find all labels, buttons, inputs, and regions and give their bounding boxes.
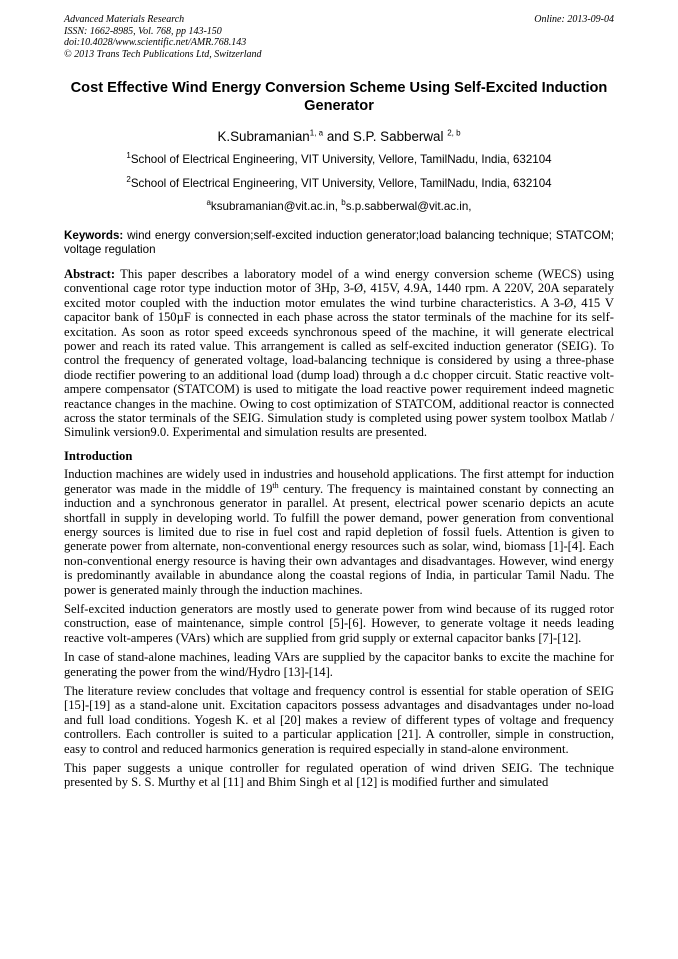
issn-line: ISSN: 1662-8985, Vol. 768, pp 143-150 [64,25,222,37]
author-2-name: S.P. Sabberwal [352,129,444,144]
email-b-marker: b [341,198,346,208]
abstract-label: Abstract: [64,267,116,281]
keywords [64,229,614,257]
journal-header [64,14,614,60]
keywords-label: Keywords: [64,229,124,242]
affiliation-2 [64,177,614,191]
intro-paragraph-3: In case of stand-alone machines, leading VArs are supplied by the capacitor banks to excite the machine for generating the power from the wind/Hydro [13]-[14]. [64,650,614,679]
author-connector: and [323,129,353,144]
intro-p1-superscript: th [272,480,279,490]
doi-line: doi:10.4028/www.scientific.net/AMR.768.143 [64,37,247,48]
author-line [64,129,614,145]
affiliation-1-text: School of Electrical Engineering, VIT University, Vellore, TamilNadu, India, 632104 [130,153,552,166]
affiliation-1-marker: 1 [126,151,131,161]
email-line [64,200,614,214]
intro-p1-part-b: century. The frequency is maintained constant by connecting an induction and a synchronous generator in parallel. At present, electrical power scenario depicts an acute shortfall in supply in developing world. To fulfill the power demand, power generation from conventional energy sources is limited due to rise in fuel cost and rapid depletion of fossil fuels. Attention is given to generate power from alternate, non-conventional energy resources such as solar, wind, biomass [1]-[4]. Each non-conventional energy resource is having their own advantages and disadvantages. However, wind energy is predominantly available in abundance along the coastal regions of India, in particular Tamil Nadu. The power is generated mainly through the induction machines. [64,481,614,597]
introduction-heading: Introduction [64,448,133,463]
abstract [64,267,614,440]
intro-p1-part-a: Induction machines are widely used in industries and household applications. The first attempt for induction generator was made in the middle of 19 [64,467,614,496]
author-1-marker: 1, a [309,128,324,138]
email-a-marker: a [206,198,211,208]
intro-paragraph-4: The literature review concludes that voltage and frequency control is essential for stable operation of SEIG [15]-[19] as a stand-alone unit. Excitation capacitors possess advantages and disadvantages under no-load and full load conditions. Yogesh K. et al [20] makes a review of different types of voltage and frequency controllers. Each controller is suited to a particular application [21]. A controller, simple in construction, easy to control and reduced harmonics generation is required especially in stand-alone environment. [64,683,614,756]
abstract-text: This paper describes a laboratory model of a wind energy conversion scheme (WECS) using conventional cage rotor type induction motor of 3Hp, 3-Ø, 415V, 4.9A, 1440 rpm. A 220V, 20A separately excited motor coupled with the induction motor emulates the wind turbine characteristics. A 3-Ø, 415 V capacitor bank of 150µF is connected in each phase across the stator terminals of the machine for its self-excitation. As soon as rotor speed exceeds synchronous speed of the machine, it will generate electrical power and reach its rated value. This arrangement is called as self-excited induction generator (SEIG). To control the frequency of generated voltage, load-balancing technique is considered by using a three-phase diode rectifier powering to an additional load (dump load) through a d.c chopper circuit. Static reactive volt-ampere compensator (STATCOM) is used to mitigate the load reactive power requirement indeed magnetic reactance changes in the machine. Owing to cost optimization of STATCOM, additional reactor is connected across the stator terminals of the SEIG. Simulation study is completed using power system toolbox Matlab / Simulink version9.0. Experimental and simulation results are presented. [64,267,614,440]
paper-title: Cost Effective Wind Energy Conversion Scheme Using Self-Excited Induction Generator [70,80,608,114]
intro-paragraph-2: Self-excited induction generators are mostly used to generate power from wind because of its rugged rotor construction, ease of maintenance, simple control [5]-[6]. However, to generate voltage it needs leading reactive volt-amperes (VArs) which are supplied from grid supply or external capacitor banks [7]-[12]. [64,601,614,645]
journal-name: Advanced Materials Research [64,14,185,25]
author-2-marker: 2, b [447,128,461,138]
affiliation-2-marker: 2 [126,175,131,185]
copyright-line: © 2013 Trans Tech Publications Ltd, Switzerland [64,48,262,60]
author-1-name: K.Subramanian [217,129,310,144]
affiliation-1 [64,153,614,167]
intro-paragraph-5: This paper suggests a unique controller for regulated operation of wind driven SEIG. The technique presented by S. S. Murthy et al [11] and Bhim Singh et al [12] is modified further and simulated [64,761,614,790]
keywords-text: wind energy conversion;self-excited induction generator;load balancing technique; STATCOM; voltage regulation [64,229,614,256]
online-date: Online: 2013-09-04 [534,14,614,25]
intro-paragraph-1 [64,467,614,597]
affiliation-2-text: School of Electrical Engineering, VIT University, Vellore, TamilNadu, India, 632104 [130,177,552,190]
email-a[interactable]: ksubramanian@vit.ac.in, [210,200,342,213]
email-b[interactable]: s.p.sabberwal@vit.ac.in, [345,200,472,213]
